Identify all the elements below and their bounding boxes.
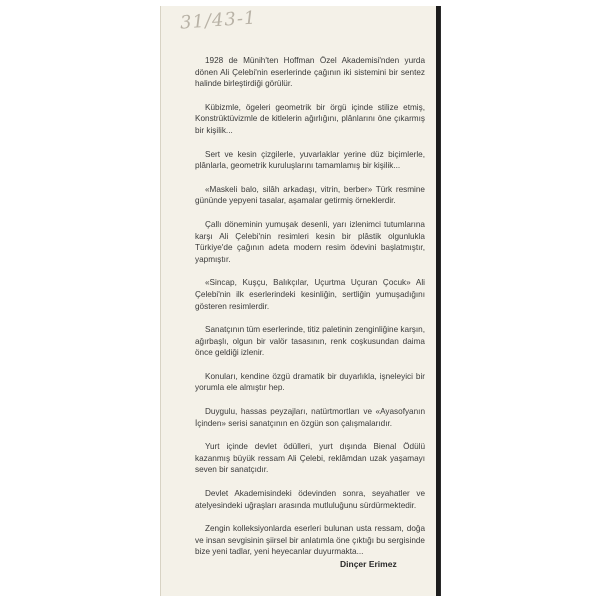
author-signature: Dinçer Erimez — [340, 559, 397, 569]
paragraph-6: «Sincap, Kuşçu, Balıkçılar, Uçurtma Uçuran Çocuk» Ali Çelebi'nin ilk eserlerindeki kesinliğin, sertliğin yumuşadığını gösteren resimlerdir. — [195, 278, 425, 311]
paragraph-9: Duygulu, hassas peyzajları, natürtmortları ve «Ayasofyanın İçinden» serisi sanatçının en özgün son çalışmalarıdır. — [195, 407, 425, 428]
paragraph-3: Sert ve kesin çizgilerle, yuvarlaklar yerine düz biçimlerle, plânlarla, geometrik kuruluşlarını tamamlamış bir kişilik... — [195, 149, 425, 171]
article-body — [195, 55, 425, 570]
paragraph-12: Zengin kolleksiyonlarda eserleri bulunan usta ressam, doğa ve insan sevgisinin şiirsel bir anlatımla öne çıktığı bu sergisinde bize yeni tadlar, yeni heyecanlar duyurmakta... — [195, 524, 425, 557]
paragraph-4: «Maskeli balo, silâh arkadaşı, vitrin, berber» Türk resmine gününde yepyeni tasalar, aşamalar getirmiş örneklerdir. — [195, 184, 425, 206]
paragraph-8: Konuları, kendine özgü dramatik bir duyarlıkla, işneleyici bir yorumla ele almıştır hep. — [195, 371, 425, 393]
page-edge-shadow — [436, 6, 440, 596]
paragraph-5: Çallı döneminin yumuşak desenli, yarı izlenimci tutumlarına karşı Ali Çelebi'nin resimleri kesin bir plâstik olgunlukla Türkiye'de çağının adeta modern resim ödevini başlatmıştır, yapmıştır. — [195, 219, 425, 264]
paragraph-1: 1928 de Münih'ten Hoffman Özel Akademisi'nden yurda dönen Ali Çelebi'nin eserlerinde çağının iki sistemini bir sentez halinde birleştirdiği görülür. — [195, 56, 425, 89]
paragraph-11: Devlet Akademisindeki ödevinden sonra, seyahatler ve atelyesindeki uğraşları arasında mutluluğunu sürdürmektedir. — [195, 489, 425, 510]
handwritten-annotation: 31/43-1 — [179, 7, 258, 34]
paragraph-7: Sanatçının tüm eserlerinde, titiz paletinin zenginliğine karşın, ağırbaşlı, olgun bir valör tasasının, renk coşkusundan daima önce geldiği izlenir. — [195, 325, 425, 358]
paragraph-10: Yurt içinde devlet ödülleri, yurt dışında Bienal Ödülü kazanmış büyük ressam Ali Çelebi, reklâmdan uzak yaşamayı seven bir sanatçıdır. — [195, 442, 425, 475]
paragraph-2: Kübizmle, ögeleri geometrik bir örgü içinde stilize etmiş, Konstrüktüvizmle de kitlelerin ağırlığını, plânlarını öne çıkarmış bir kişilik... — [195, 102, 425, 135]
